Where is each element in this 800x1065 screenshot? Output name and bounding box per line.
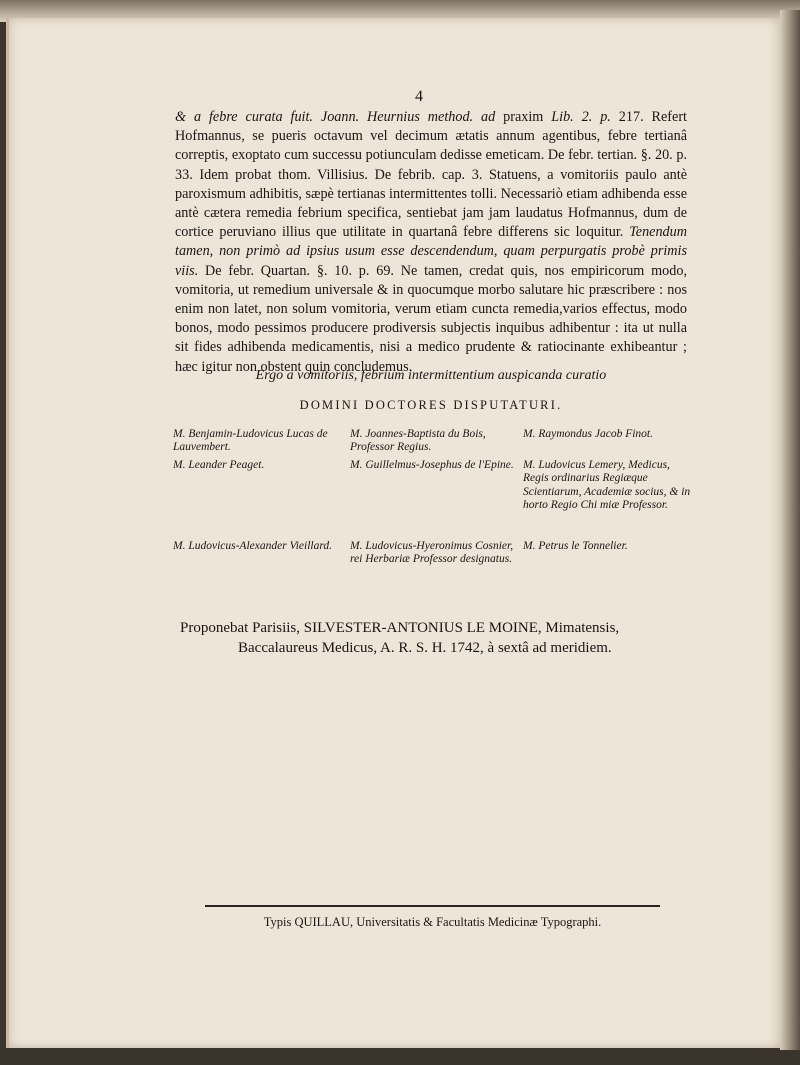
doctor-entry: M. Guillelmus-Josephus de l'Epine. <box>350 459 514 471</box>
paragraph-run: praxim <box>495 109 552 125</box>
proponebat-block <box>180 618 690 658</box>
doctors-heading: DOMINI DOCTORES DISPUTATURI. <box>299 398 563 412</box>
doctor-entry: M. Joannes-Baptista du Bois, Professor Regius. <box>350 428 486 454</box>
conclusion-line: Ergo a vomitoriis, febrium intermittentium auspicanda curatio <box>255 368 607 383</box>
paragraph-run: De febr. Quartan. §. 10. p. 69. Ne tamen, credat quis, nos empiricorum modo, vomitoria, ut remedium universale & in quocumque morbo salutare hic præscribere : nos enim non latet, non solum vomitoria, verum etiam cuncta remedia,varios effectus, modo bonos, modo pessimos producere prodiversis subjectis inquibus adhibentur : ita ut nulla sit fides adhibenda medicamentis, nisi a medico prudente & ratiocinante exhibeantur ; hæc igitur non obstent quin concludemus. <box>175 262 687 375</box>
doctor-entry: M. Ludovicus-Alexander Vieillard. <box>173 540 333 552</box>
paragraph-run: Tenendum tamen, non primò ad ipsius usum esse descendendum, quam perpurgatis probè primis viis. <box>175 224 687 279</box>
doctor-entry: M. Petrus le Tonnelier. <box>523 540 628 552</box>
doctor-entry: M. Benjamin-Ludovicus Lucas de Lauvembert. <box>173 428 328 454</box>
paragraph-run: & a febre curata fuit. Joann. Heurnius method. ad <box>175 109 496 125</box>
paragraph-text <box>175 108 687 377</box>
page-number: 4 <box>415 88 423 105</box>
doctor-entry: M. Ludovicus Lemery, Medicus, Regis ordinarius Regiæque Scientiarum, Academiæ socius, & in horto Regio Chi miæ Professor. <box>523 459 691 512</box>
footer-rule <box>205 905 660 907</box>
doctor-entry: M. Raymondus Jacob Finot. <box>523 428 653 440</box>
body-paragraph <box>175 108 687 377</box>
typographer-line: Typis QUILLAU, Universitatis & Facultatis Medicinæ Typographi. <box>263 915 602 929</box>
proponebat-line-2: Baccalaureus Medicus, A. R. S. H. 1742, à sextâ ad meridiem. <box>238 640 612 656</box>
paragraph-run: Lib. 2. p. <box>551 109 611 125</box>
doctor-entry: M. Leander Peaget. <box>173 459 265 471</box>
doctor-entry: M. Ludovicus-Hyeronimus Cosnier, rei Herbariæ Professor designatus. <box>350 540 514 566</box>
paragraph-run: 217. Refert Hofmannus, se pueris octavum vel decimum ætatis annum agentibus, febre tertianâ correptis, exoptato cum successu potiunculam dedisse emeticam. De febr. tertian. §. 20. p. 33. Idem probat thom. Villisius. De febrib. cap. 3. Statuens, a vomitoriis paulo antè paroxismum adhibitis, sæpè tertianas intermittentes tolli. Necessariò etiam adhibenda esse antè cætera remedia febrium specifica, sentiebat jam jam laudatus Hofmannus, dum de cortice peruviano illius que utilitate in quartanâ febre differens sic loquitur. <box>175 109 687 241</box>
book-right-edge <box>780 10 800 1050</box>
proponebat-line-1: Proponebat Parisiis, SILVESTER-ANTONIUS LE MOINE, Mimatensis, <box>180 620 620 636</box>
